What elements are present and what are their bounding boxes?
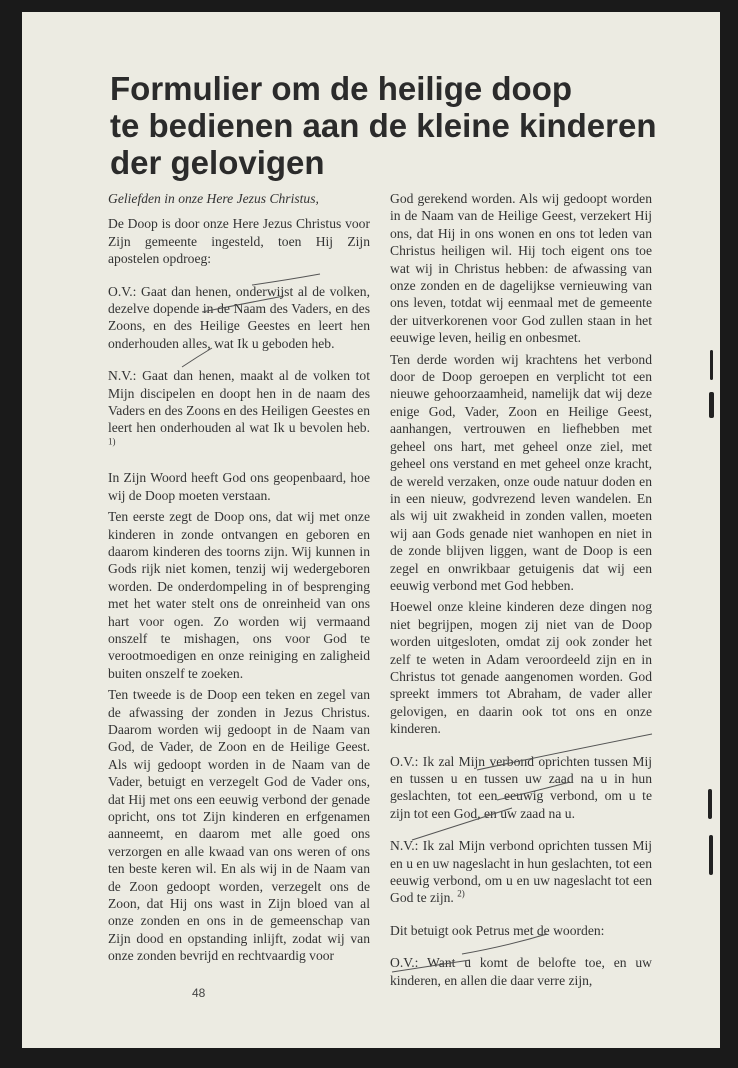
paragraph-text: Ten derde worden wij krachtens het verbond door de Doop geroepen en verplicht tot een nieuwe gehoorzaamheid, namelijk dat wij deze enige God, Vader, Zoon en Heilige Geest, aanhangen, vertrouwen en liefhebben met geheel ons hart, met geheel onze ziel, met geheel ons verstand en met geheel onze kracht, de wereld verzaken, onze oude natuur doden en in een nieuw, godvrezend leven wandelen. En als wij uit zwakheid in zonden vallen, moeten wij aan Gods genade niet wanhopen en niet in de zonde blijven liggen, want de Doop is een zegel en onwrikbaar getuigenis dat wij een eeuwig verbond met God hebben. — [390, 351, 652, 593]
paragraph-text: O.V.: Gaat dan henen, onderwijst al de volken, dezelve dopende in de Naam des Vaders, en des Zoons, en des Heilige Geestes en leert hen onderhouden alles, wat Ik u geboden heb. — [108, 283, 370, 351]
pen-stroke-2 — [202, 296, 284, 312]
page-number: 48 — [192, 986, 206, 1000]
pen-stroke-1 — [252, 274, 320, 285]
margin-mark-3 — [708, 789, 712, 819]
paragraph-text: Ten tweede is de Doop een teken en zegel van de afwassing der zonden in Jezus Christus. Daarom worden wij gedoopt in de Naam van God, de Vader, de Zoon en de Heilige Geest. Als wij gedoopt worden in de Naam van de Vader, betuigt en verzegelt God de Vader ons, dat Hij met ons een eeuwig verbond der genade opricht, ons tot Zijn kinderen en erfgenamen aanneemt, en daarom met alle goed ons verzorgen en alle kwaad van ons weren of ons ten beste keren wil. En als wij in de Naam van de Zoon gedoopt worden, verzegelt ons de Zoon, dat Hij ons wast in Zijn bloed van al onze zonden en ons in de gemeenschap van Zijn dood en opstanding inlijft, zodat wij van onze zonden bevrijd en rechtvaardig voor — [108, 687, 370, 964]
paragraph-text: In Zijn Woord heeft God ons geopenbaard, hoe wij de Doop moeten verstaan. — [108, 470, 370, 503]
paragraph-text: Geliefden in onze Here Jezus Christus, — [108, 191, 319, 206]
title-line-2: te bedienen aan de kleine kinderen — [110, 107, 657, 144]
pen-markings — [22, 12, 720, 1048]
paragraph-text: N.V.: Gaat dan henen, maakt al de volken tot Mijn discipelen en doopt hen in de naam des Vaders en des Zoons en des Heiligen Geestes en leert hen onderhouden al wat Ik u bevolen heb. — [108, 368, 370, 436]
pen-stroke-7 — [462, 934, 547, 954]
pen-stroke-3 — [182, 348, 212, 367]
paragraph-text: God gerekend worden. Als wij gedoopt worden in de Naam van de Heilige Geest, verzekert Hij ons, dat Hij in ons wonen en ons tot leden van Christus heiligen wil. Hij toch eigent ons toe wat wij in Christus hebben: de afwassing van onze zonden en de dagelijkse vernieuwing van ons leven, totdat wij eenmaal met de gemeente der uitverkorenen voor God zullen staan in het eeuwige leven, heilig en onbesmet. — [390, 191, 652, 346]
paragraph-text: N.V.: Ik zal Mijn verbond oprichten tussen Mij en u en uw nageslacht in hun geslachten, tot een eeuwig verbond, om u en uw nageslacht tot een God te zijn. — [390, 838, 652, 906]
pen-stroke-5 — [497, 782, 570, 800]
pen-stroke-6 — [412, 808, 512, 840]
paragraph-text: De Doop is door onze Here Jezus Christus voor Zijn gemeente ingesteld, toen Hij Zijn apostelen opdroeg: — [108, 216, 370, 267]
title-line-3: der gelovigen — [110, 144, 325, 181]
paragraph-text: Ten eerste zegt de Doop ons, dat wij met onze kinderen in zonde ontvangen en geboren en daarom kinderen des toorns zijn. Wij kunnen in Gods rijk niet komen, tenzij wij wedergeboren worden. De onderdompeling in of besprenging met het water stelt ons de onreinheid van ons hart voor ogen. Zo worden wij vermaand onszelf te mishagen, ons voor God te verootmoedigen en onze reiniging en zaligheid buiten onszelf te zoeken. — [108, 509, 370, 681]
footnote-marker: 1) — [108, 436, 116, 447]
paragraph-text: O.V.: Ik zal Mijn verbond oprichten tussen Mij en tussen u en tussen uw zaad na u in hun geslachten, tot een eeuwig verbond, om u te zijn tot een God, en uw zaad na u. — [390, 753, 652, 821]
margin-mark-1 — [710, 350, 713, 380]
pen-stroke-8 — [392, 960, 470, 972]
margin-mark-4 — [709, 835, 713, 875]
document-page — [22, 12, 720, 1048]
paragraph-text: Dit betuigt ook Petrus met de woorden: — [390, 922, 605, 938]
pen-stroke-4 — [477, 734, 652, 770]
paragraph-text: O.V.: Want u komt de belofte toe, en uw kinderen, en allen die daar verre zijn, — [390, 955, 652, 988]
paragraph-text: Hoewel onze kleine kinderen deze dingen nog niet begrijpen, mogen zij niet van de Doop worden uitgesloten, omdat zij ook zonder het zelf te weten in Adam veroordeeld zijn en in Christus tot genade aangenomen worden. God spreekt immers tot Abraham, de vader aller gelovigen, en daarin ook tot ons en onze kinderen. — [390, 599, 652, 737]
title-line-1: Formulier om de heilige doop — [110, 70, 573, 107]
footnote-marker: 2) — [457, 888, 465, 899]
margin-mark-2 — [709, 392, 714, 418]
